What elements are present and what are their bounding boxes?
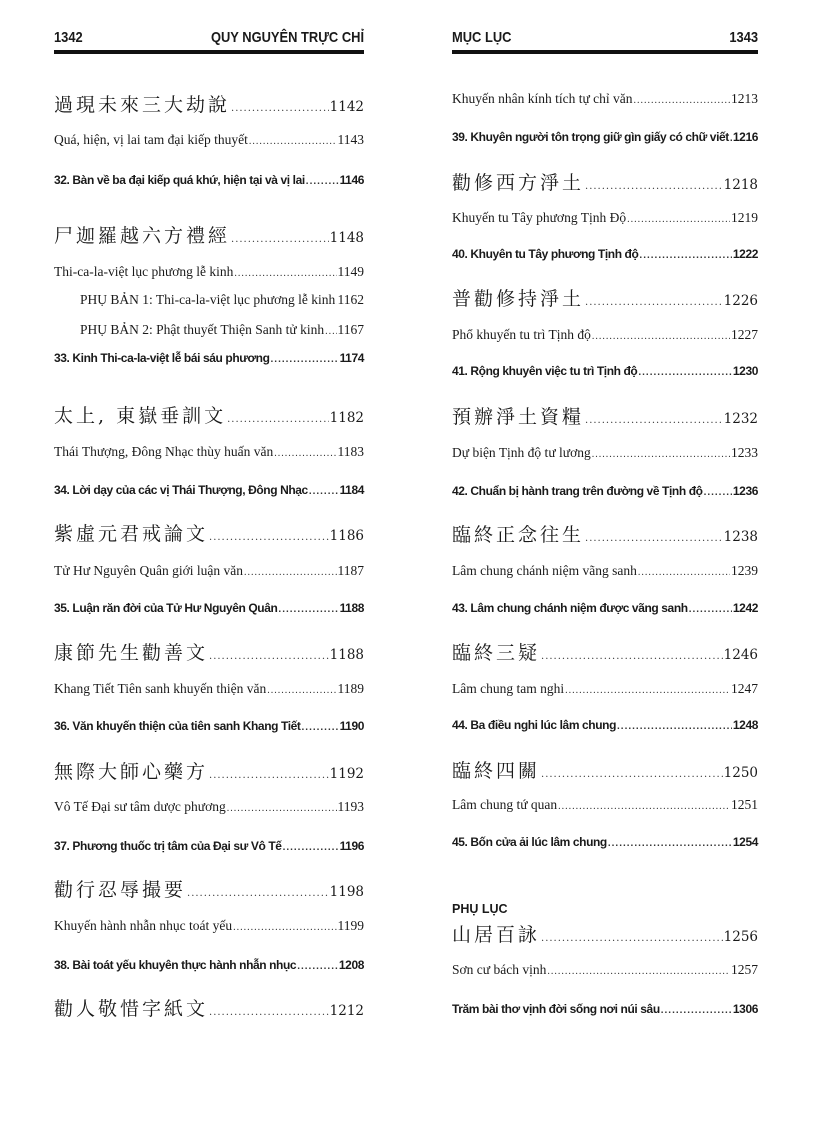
toc-entry-chapter[interactable]: 38. Bài toát yếu khuyên thực hành nhẫn nhục ..... 1208 [54, 958, 364, 972]
toc-entry-chapter[interactable]: 33. Kinh Thi-ca-la-việt lễ bái sáu phương ..... 1174 [54, 351, 364, 365]
toc-entry-chapter[interactable]: 39. Khuyên người tôn trọng giữ gìn giấy có chữ viết ..... 1216 [452, 130, 758, 144]
left-page [54, 0, 364, 1123]
toc-entry-transliteration[interactable]: Quá, hiện, vị lai tam đại kiếp thuyết ..... 1143 [54, 132, 364, 148]
toc-entry-chapter[interactable]: 40. Khuyên tu Tây phương Tịnh độ ..... 1222 [452, 247, 758, 261]
toc-entry-chinese[interactable]: 預辦淨土資糧 ..... 1232 [452, 402, 758, 429]
toc-entry-appendix[interactable]: PHỤ BẢN 2: Phật thuyết Thiện Sanh tử kinh ..... 1167 [80, 322, 364, 338]
toc-entry-chinese[interactable]: 過現未來三大劫說 ..... 1142 [54, 90, 364, 117]
toc-entry-transliteration[interactable]: Khuyến tu Tây phương Tịnh Độ ..... 1219 [452, 210, 758, 226]
toc-entry-chapter[interactable]: 41. Rộng khuyên việc tu trì Tịnh độ ..... 1230 [452, 364, 758, 378]
toc-entry-chinese[interactable]: 臨終正念往生 ..... 1238 [452, 520, 758, 547]
page-number: 1342 [54, 29, 83, 46]
toc-entry-transliteration[interactable]: Sơn cư bách vịnh ..... 1257 [452, 962, 758, 978]
toc-entry-chapter[interactable]: 34. Lời dạy của các vị Thái Thượng, Đông Nhạc ..... 1184 [54, 483, 364, 497]
appendix-heading: PHỤ LỤC [452, 902, 508, 916]
header-rule [54, 50, 364, 54]
toc-entry-chapter[interactable]: 45. Bốn cửa ải lúc lâm chung ..... 1254 [452, 835, 758, 849]
running-title: QUY NGUYÊN TRỰC CHỈ [210, 29, 365, 46]
toc-entry-transliteration[interactable]: Lâm chung chánh niệm vãng sanh ..... 1239 [452, 563, 758, 579]
toc-entry-chapter[interactable]: 35. Luận răn đời của Tử Hư Nguyên Quân ..... 1188 [54, 601, 364, 615]
toc-entry-chapter[interactable]: Trăm bài thơ vịnh đời sống nơi núi sâu ..... 1306 [452, 1002, 758, 1016]
header-rule [452, 50, 758, 54]
toc-entry-chinese[interactable]: 勸行忍辱撮要 ..... 1198 [54, 875, 364, 902]
toc-entry-chapter[interactable]: 44. Ba điều nghi lúc lâm chung ..... 1248 [452, 718, 758, 732]
toc-entry-chinese[interactable]: 尸迦羅越六方禮經 ..... 1148 [54, 221, 364, 248]
toc-entry-chinese[interactable]: 臨終四關 ..... 1250 [452, 756, 758, 783]
toc-entry-chapter[interactable]: 42. Chuẩn bị hành trang trên đường về Tịnh độ ..... 1236 [452, 484, 758, 498]
page-number: 1343 [729, 29, 759, 46]
toc-entry-transliteration[interactable]: Vô Tế Đại sư tâm dược phương ..... 1193 [54, 799, 364, 815]
toc-entry-transliteration[interactable]: Tử Hư Nguyên Quân giới luận văn ..... 1187 [54, 563, 364, 579]
right-page [452, 0, 758, 1123]
toc-entry-transliteration[interactable]: Khang Tiết Tiên sanh khuyến thiện văn ..... 1189 [54, 681, 364, 697]
toc-entry-transliteration[interactable]: Khuyến nhân kính tích tự chỉ văn ..... 1213 [452, 91, 758, 107]
toc-entry-chinese[interactable]: 無際大師心藥方 ..... 1192 [54, 757, 364, 784]
running-title: MỤC LỤC [452, 29, 512, 46]
toc-entry-chapter[interactable]: 43. Lâm chung chánh niệm được vãng sanh ..... 1242 [452, 601, 758, 615]
toc-entry-chinese[interactable]: 紫虛元君戒論文 ..... 1186 [54, 519, 364, 546]
toc-entry-chapter[interactable]: 32. Bàn về ba đại kiếp quá khứ, hiện tại và vị lai ..... 1146 [54, 173, 364, 187]
toc-entry-transliteration[interactable]: Thái Thượng, Đông Nhạc thùy huấn văn ..... 1183 [54, 444, 364, 460]
toc-entry-chinese[interactable]: 康節先生勸善文 ..... 1188 [54, 638, 364, 665]
toc-entry-appendix[interactable]: PHỤ BẢN 1: Thi-ca-la-việt lục phương lễ kinh ..... 1162 [80, 292, 364, 308]
toc-entry-chapter[interactable]: 37. Phương thuốc trị tâm của Đại sư Vô Tế ..... 1196 [54, 839, 364, 853]
toc-entry-chinese[interactable]: 勸人敬惜字紙文 ..... 1212 [54, 994, 364, 1021]
toc-entry-chinese[interactable]: 臨終三疑 ..... 1246 [452, 638, 758, 665]
left-page-header [54, 26, 364, 46]
toc-entry-chinese[interactable]: 太上, 東嶽垂訓文 ..... 1182 [54, 401, 364, 428]
toc-entry-transliteration[interactable]: Thi-ca-la-việt lục phương lễ kinh ..... 1149 [54, 264, 364, 280]
toc-entry-transliteration[interactable]: Lâm chung tứ quan ..... 1251 [452, 797, 758, 813]
toc-entry-transliteration[interactable]: Dự biện Tịnh độ tư lương ..... 1233 [452, 445, 758, 461]
toc-entry-transliteration[interactable]: Lâm chung tam nghi ..... 1247 [452, 681, 758, 697]
right-page-header [452, 26, 758, 46]
toc-entry-chinese[interactable]: 普勸修持淨土 ..... 1226 [452, 284, 758, 311]
toc-entry-chinese[interactable]: 勸修西方淨土 ..... 1218 [452, 168, 758, 195]
toc-entry-transliteration[interactable]: Khuyến hành nhẫn nhục toát yếu ..... 1199 [54, 918, 364, 934]
toc-entry-chapter[interactable]: 36. Văn khuyến thiện của tiên sanh Khang Tiết ..... 1190 [54, 719, 364, 733]
toc-entry-chinese[interactable]: 山居百詠 ..... 1256 [452, 920, 758, 947]
toc-entry-transliteration[interactable]: Phổ khuyến tu trì Tịnh độ ..... 1227 [452, 327, 758, 343]
